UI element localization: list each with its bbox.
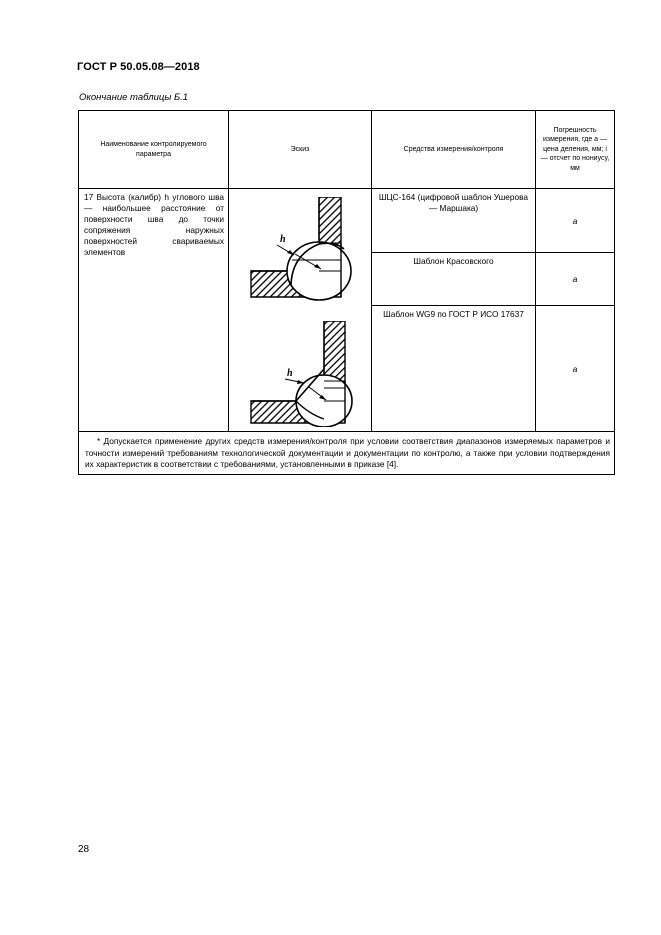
column-header-means: Средства измерения/контроля bbox=[372, 111, 536, 189]
means-cell bbox=[372, 253, 536, 306]
means-text: ШЦС-164 (цифровой шаблон Ушерова — Маршака) bbox=[378, 192, 529, 213]
means-text: Шаблон WG9 по ГОСТ Р ИСО 17637 bbox=[383, 309, 524, 319]
footnote-row bbox=[79, 432, 615, 475]
fillet-weld-sketch-1 bbox=[249, 197, 353, 303]
column-header-sketch: Эскиз bbox=[229, 111, 372, 189]
footnote-cell bbox=[79, 432, 615, 475]
column-header-error: Погрешность измерения, где a — цена деления, мм; i — отсчет по нониусу, мм bbox=[536, 111, 615, 189]
table-footnote: * Допускается применение других средств измерения/контроля при условии соответствия диапазонов измеряемых параметров и точности измерений требованиям технологической документации и документации по контролю, а также при условии подтверждения их характеристик в соответствии с требованиями, установленными в приказе [4]. bbox=[85, 436, 610, 469]
means-cell bbox=[372, 306, 536, 432]
parameter-cell bbox=[79, 189, 229, 432]
table-header-row bbox=[79, 111, 615, 189]
table-caption: Окончание таблицы Б.1 bbox=[79, 92, 189, 103]
error-cell: a bbox=[536, 189, 615, 253]
sketch-label-h: h bbox=[280, 234, 286, 245]
measurement-table bbox=[78, 110, 615, 475]
column-header-parameter: Наименование контролируемого параметра bbox=[79, 111, 229, 189]
document-code: ГОСТ Р 50.05.08—2018 bbox=[77, 61, 200, 73]
error-cell: a bbox=[536, 253, 615, 306]
parameter-description: 17 Высота (калибр) h углового шва — наибольшее расстояние от поверхности шва до точки сопряжения наружных поверхностей свариваемых элементов bbox=[84, 192, 224, 257]
means-cell bbox=[372, 189, 536, 253]
sketch-label-h: h bbox=[287, 368, 293, 379]
means-text: Шаблон Красовского bbox=[413, 256, 494, 266]
sketch-cell bbox=[229, 189, 372, 432]
page-number: 28 bbox=[78, 844, 90, 855]
table-row bbox=[79, 189, 615, 253]
error-cell: a bbox=[536, 306, 615, 432]
fillet-weld-sketch-2 bbox=[249, 321, 353, 427]
